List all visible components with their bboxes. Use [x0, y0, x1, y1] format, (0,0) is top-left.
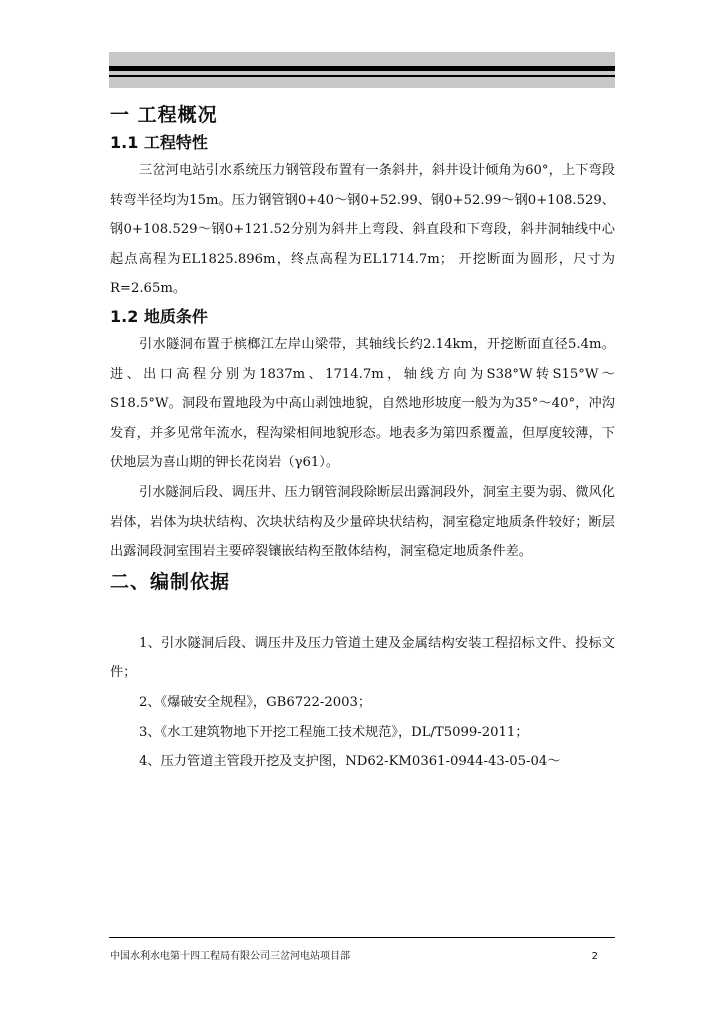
- geology-paragraph-2: 引水隧洞后段、调压井、压力钢管洞段除断层出露洞段外，洞室主要为弱、微风化岩体，岩体为块状结构、次块状结构及少量碎块状结构，洞室稳定地质条件较好；断层出露洞段洞室围岩主要碎裂镶嵌结构至散体结构，洞室稳定地质条件差。: [110, 484, 615, 560]
- reference-item: 2、《爆破安全规程》，GB6722-2003；: [139, 694, 372, 710]
- reference-item: 3、《水工建筑物地下开挖工程施工技术规范》，DL/T5099-2011；: [139, 724, 529, 740]
- reference-list: [110, 629, 615, 777]
- section-1-2-heading: 1.2 地质条件: [110, 306, 208, 326]
- section-1-1-heading: 1.1 工程特性: [110, 133, 208, 152]
- header-decoration-bar: [109, 52, 615, 88]
- engineering-features-paragraph: 三岔河电站引水系统压力钢管段布置有一条斜井，斜井设计倾角为60°，上下弯段转弯半径均为15m。压力钢管钢0+40～钢0+52.99、钢0+52.99～钢0+108.529、钢0+108.529～钢0+121.52分别为斜井上弯段、斜直段和下弯段，斜井洞轴线中心起点高程为EL1825.896m，终点高程为EL1714.7m； 开挖断面为圆形，尺寸为R=2.65m。: [110, 163, 615, 297]
- footer-divider: [109, 937, 615, 938]
- reference-item: 1、引水隧洞后段、调压井及压力管道土建及金属结构安装工程招标文件、投标文件；: [110, 635, 615, 681]
- section-2-heading: 二、编制依据: [110, 570, 231, 593]
- footer-company-name: 中国水利水电第十四工程局有限公司三岔河电站项目部: [110, 951, 350, 962]
- reference-item: 4、压力管道主管段开挖及支护图，ND62-KM0361-0944-43-05-04～: [139, 754, 561, 770]
- geology-paragraph-1: 引水隧洞布置于槟榔江左岸山梁带，其轴线长约2.14km，开挖断面直径5.4m。进、出口高程分别为1837m、1714.7m，轴线方向为S38°W转S15°W～S18.5°W。洞段布置地段为中高山剥蚀地貌，自然地形坡度一般为为35°～40°，冲沟发育，并多见常年流水，程沟梁相间地貌形态。地表多为第四系覆盖，但厚度较薄，下伏地层为喜山期的钾长花岗岩（γ61）。: [110, 336, 615, 471]
- section-1-heading: 一 工程概况: [110, 104, 218, 126]
- page-number: 2: [591, 951, 598, 962]
- header-band-bottom: [109, 77, 615, 88]
- header-band-top: [109, 52, 615, 66]
- document-body: [110, 100, 615, 777]
